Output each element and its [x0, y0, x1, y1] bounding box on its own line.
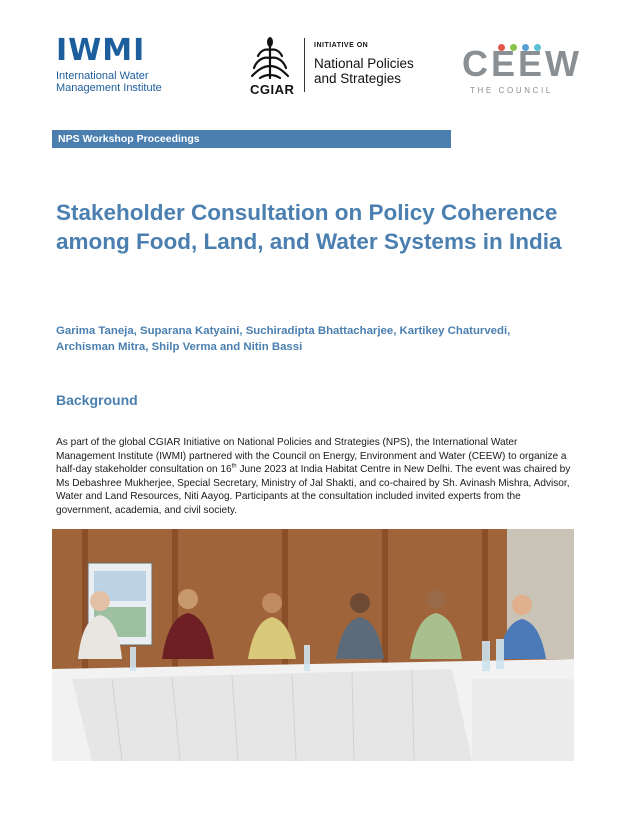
authors-line1: Garima Taneja, Suparana Katyaini, Suchiradipta Bhattacharjee, Kartikey Chaturvedi,	[56, 325, 511, 337]
initiative-name	[314, 56, 434, 86]
background-paragraph	[56, 436, 578, 517]
iwmi-logo	[56, 33, 196, 96]
document-title: Stakeholder Consultation on Policy Coherence among Food, Land, and Water Systems in India	[56, 200, 562, 254]
para-part1: As part of the global CGIAR Initiative on National Policies and Strategies (NPS), the International Water Management Institute (IWMI) partnered with the Council on Energy, Environment and Water (CEEW) to organize a half-day stakeholder consultation on 16	[56, 437, 567, 475]
author-list	[56, 323, 576, 355]
banner-label: NPS Workshop Proceedings	[58, 133, 200, 145]
event-photo-image	[52, 529, 574, 761]
initiative-name-line2: and Strategies	[314, 71, 402, 86]
ceew-tagline: THE COUNCIL	[470, 86, 553, 95]
initiative-label: INITIATIVE ON	[314, 42, 369, 49]
event-photo	[52, 529, 574, 761]
iwmi-name-line1: International Water	[56, 70, 149, 82]
cgiar-wordmark: CGIAR	[250, 82, 295, 97]
cgiar-nps-logo	[246, 36, 436, 96]
authors-line2: Archisman Mitra, Shilp Verma and Nitin Bassi	[56, 341, 303, 353]
proceedings-banner	[52, 130, 451, 148]
ceew-wordmark: CEEW	[462, 43, 582, 84]
iwmi-name-line2: Management Institute	[56, 82, 162, 94]
section-heading-background: Background	[56, 392, 138, 408]
ceew-logo	[462, 38, 582, 98]
iwmi-wordmark: IWMI	[56, 33, 146, 68]
para-superscript: th	[231, 463, 237, 470]
para-part2: June 2023 at India Habitat Centre in New Delhi. The event was chaired by Ms Debashree Mukherjee, Special Secretary, Ministry of Jal Shakti, and co-chaired by Sh. Avinash Mishra, Advisor, Water and Land Resources, Niti Aayog. Participants at the consultation included invited experts from the government, academia, and civil society.	[56, 464, 571, 516]
initiative-name-line1: National Policies	[314, 56, 414, 71]
logo-divider	[304, 38, 305, 92]
